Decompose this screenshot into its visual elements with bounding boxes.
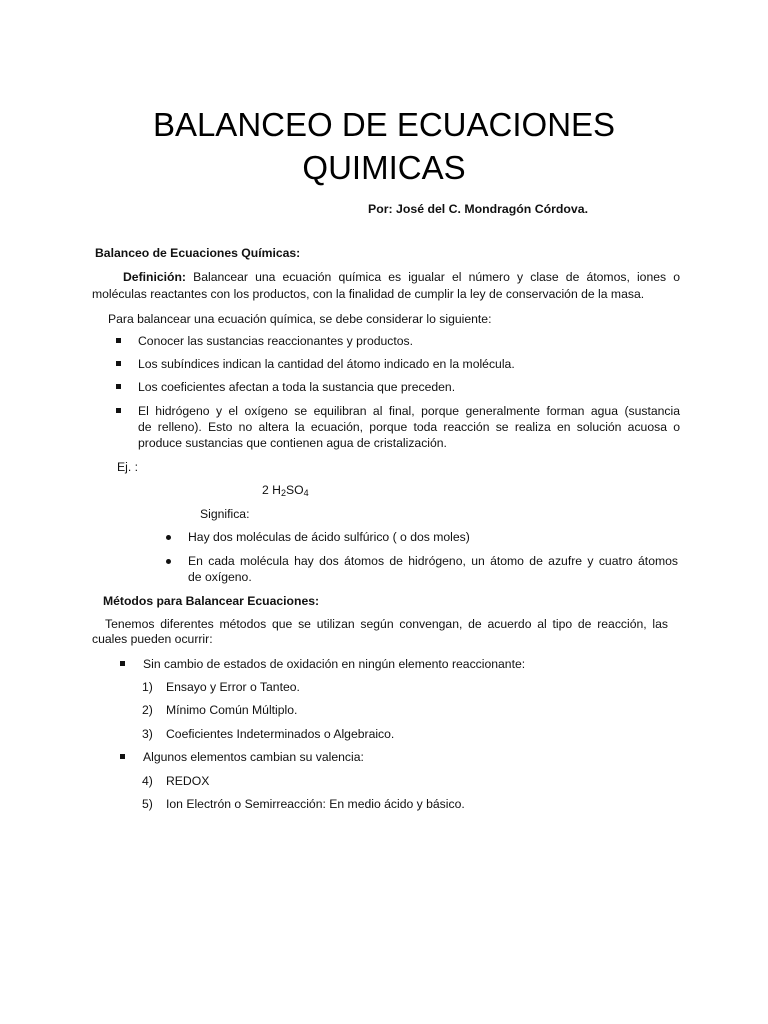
- square-bullet-icon: [116, 361, 121, 366]
- list-item-line3: produce sustancias que contienen agua de cristalización.: [138, 436, 447, 450]
- intro-text: Para balancear una ecuación química, se debe considerar lo siguiente:: [108, 312, 492, 326]
- square-bullet-icon: [120, 754, 125, 759]
- section-heading-balanceo: Balanceo de Ecuaciones Químicas:: [95, 246, 301, 260]
- method-number: 5): [142, 797, 153, 811]
- square-bullet-icon: [116, 384, 121, 389]
- section-heading-metodos: Métodos para Balancear Ecuaciones:: [103, 594, 320, 608]
- method-number: 3): [142, 727, 153, 741]
- list-item-line1: En cada molécula hay dos átomos de hidrógeno, un átomo de azufre y cuatro átomos: [188, 554, 678, 568]
- definition-text-line1: Balancear una ecuación química es igualar el número y clase de átomos, iones o: [185, 270, 680, 284]
- method-item: Mínimo Común Múltiplo.: [166, 703, 298, 717]
- method-item: REDOX: [166, 774, 210, 788]
- example-label: Ej. :: [117, 460, 138, 474]
- list-item-line2: de oxígeno.: [188, 570, 252, 584]
- square-bullet-icon: [116, 338, 121, 343]
- method-number: 2): [142, 703, 153, 717]
- list-item: Conocer las sustancias reaccionantes y productos.: [138, 334, 414, 348]
- method-item: Ion Electrón o Semirreacción: En medio ácido y básico.: [166, 797, 465, 811]
- formula: [262, 482, 309, 498]
- round-bullet-icon: [166, 535, 171, 540]
- list-item: Los coeficientes afectan a toda la sustancia que preceden.: [138, 380, 456, 394]
- formula-subscript-o: 4: [303, 488, 309, 498]
- list-item: Algunos elementos cambian su valencia:: [143, 750, 364, 764]
- square-bullet-icon: [116, 408, 121, 413]
- round-bullet-icon: [166, 559, 171, 564]
- definition-text-line2: moléculas reactantes con los productos, con la finalidad de cumplir la ley de conservación de la masa.: [92, 287, 645, 301]
- definition-paragraph-line1: [92, 269, 680, 285]
- formula-coefficient: 2 H: [262, 483, 281, 497]
- list-item-line1: El hidrógeno y el oxígeno se equilibran al final, porque generalmente forman agua (sustancia: [138, 404, 680, 418]
- square-bullet-icon: [120, 661, 125, 666]
- methods-intro-line1: Tenemos diferentes métodos que se utilizan según convengan, de acuerdo al tipo de reacción, las: [105, 617, 668, 631]
- significa-label: Significa:: [200, 507, 250, 521]
- method-item: Coeficientes Indeterminados o Algebraico.: [166, 727, 395, 741]
- methods-intro-line2: cuales pueden ocurrir:: [92, 632, 213, 646]
- definition-label: Definición:: [123, 270, 186, 284]
- list-item: Los subíndices indican la cantidad del átomo indicado en la molécula.: [138, 357, 515, 371]
- author-line: Por: José del C. Mondragón Córdova.: [368, 202, 588, 216]
- formula-sulfate: SO: [285, 483, 304, 497]
- list-item: Hay dos moléculas de ácido sulfúrico ( o dos moles): [188, 530, 470, 544]
- list-item: Sin cambio de estados de oxidación en ningún elemento reaccionante:: [143, 657, 526, 671]
- formula-subscript-h: 2: [280, 488, 286, 498]
- method-number: 1): [142, 680, 153, 694]
- method-number: 4): [142, 774, 153, 788]
- document-title: BALANCEO DE ECUACIONES QUIMICAS: [152, 106, 616, 186]
- list-item-line2: de relleno). Esto no altera la ecuación, porque toda reacción se realiza en solución acuosa o: [138, 420, 680, 434]
- method-item: Ensayo y Error o Tanteo.: [166, 680, 300, 694]
